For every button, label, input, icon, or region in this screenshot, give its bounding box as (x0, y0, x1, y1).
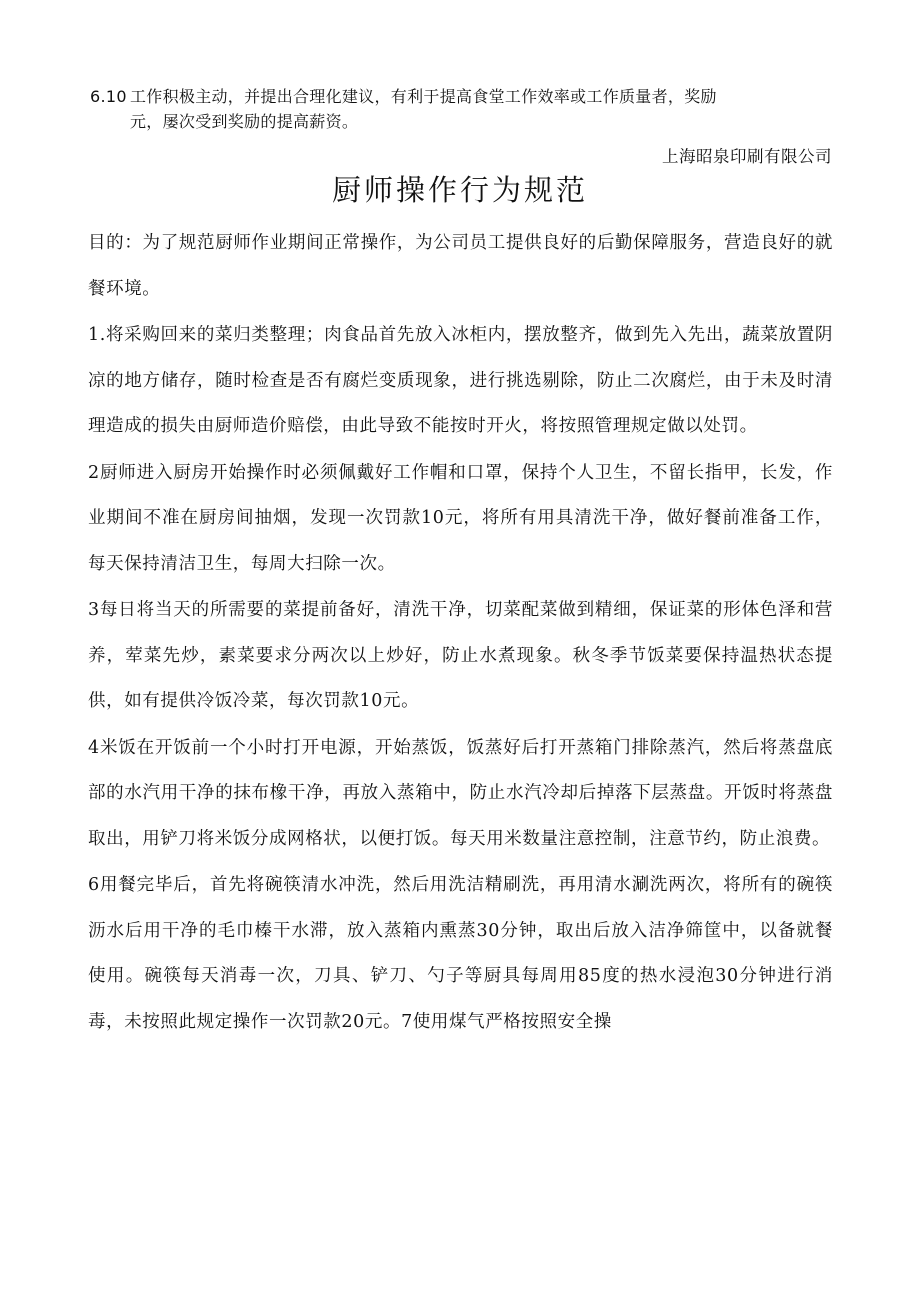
purpose-paragraph: 目的：为了规范厨师作业期间正常操作，为公司员工提供良好的后勤保障服务，营造良好的就餐环境。 (88, 233, 833, 299)
clause-line-1: 工作积极主动，并提出合理化建议，有利于提高食堂工作效率或工作质量者，奖励 (130, 87, 717, 106)
rule-paragraph-3: 3每日将当天的所需要的菜提前备好，清洗干净，切菜配菜做到精细，保证菜的形体色泽和营养，荤菜先炒，素菜要求分两次以上炒好，防止水煮现象。秋冬季节饭菜要保持温热状态提供，如有提供冷饭冷菜，每次罚款10元。 (88, 600, 833, 711)
rule-paragraph-2: 2厨师进入厨房开始操作时必须佩戴好工作帽和口罩，保持个人卫生，不留长指甲，长发，作业期间不准在厨房间抽烟，发现一次罚款10元，将所有用具清洗干净，做好餐前准备工作，每天保持清洁卫生，每周大扫除一次。 (88, 462, 833, 574)
document-title: 厨师操作行为规范 (331, 173, 588, 207)
company-name: 上海昭泉印刷有限公司 (662, 147, 832, 166)
clause-line-2: 元，屡次受到奖励的提高薪资。 (130, 112, 359, 131)
clause-number: 6.10 (90, 87, 127, 106)
clause-6-10 (90, 84, 830, 134)
rule-paragraph-1: 1.将采购回来的菜归类整理；肉食品首先放入冰柜内，摆放整齐，做到先入先出，蔬菜放置阴凉的地方储存，随时检查是否有腐烂变质现象，进行挑选剔除，防止二次腐烂，由于未及时清理造成的损失由厨师造价赔偿，由此导致不能按时开火，将按照管理规定做以处罚。 (88, 325, 833, 436)
document-body (88, 221, 833, 1046)
rule-paragraph-4: 4米饭在开饭前一个小时打开电源，开始蒸饭，饭蒸好后打开蒸箱门排除蒸汽，然后将蒸盘底部的水汽用干净的抹布橡干净，再放入蒸箱中，防止水汽冷却后掉落下层蒸盘。开饭时将蒸盘取出，用铲刀将米饭分成网格状，以便打饭。每天用米数量注意控制，注意节约，防止浪费。 (88, 737, 833, 849)
rule-paragraph-6: 6用餐完毕后，首先将碗筷清水冲洗，然后用洗洁精刷洗，再用清水涮洗两次，将所有的碗筷沥水后用干净的毛巾榛干水滞，放入蒸箱内熏蒸30分钟，取出后放入洁净筛筐中，以备就餐使用。碗筷每天消毒一次，刀具、铲刀、勺子等厨具每周用85度的热水浸泡30分钟进行消毒，未按照此规定操作一次罚款20元。7使用煤气严格按照安全操 (88, 875, 833, 1032)
